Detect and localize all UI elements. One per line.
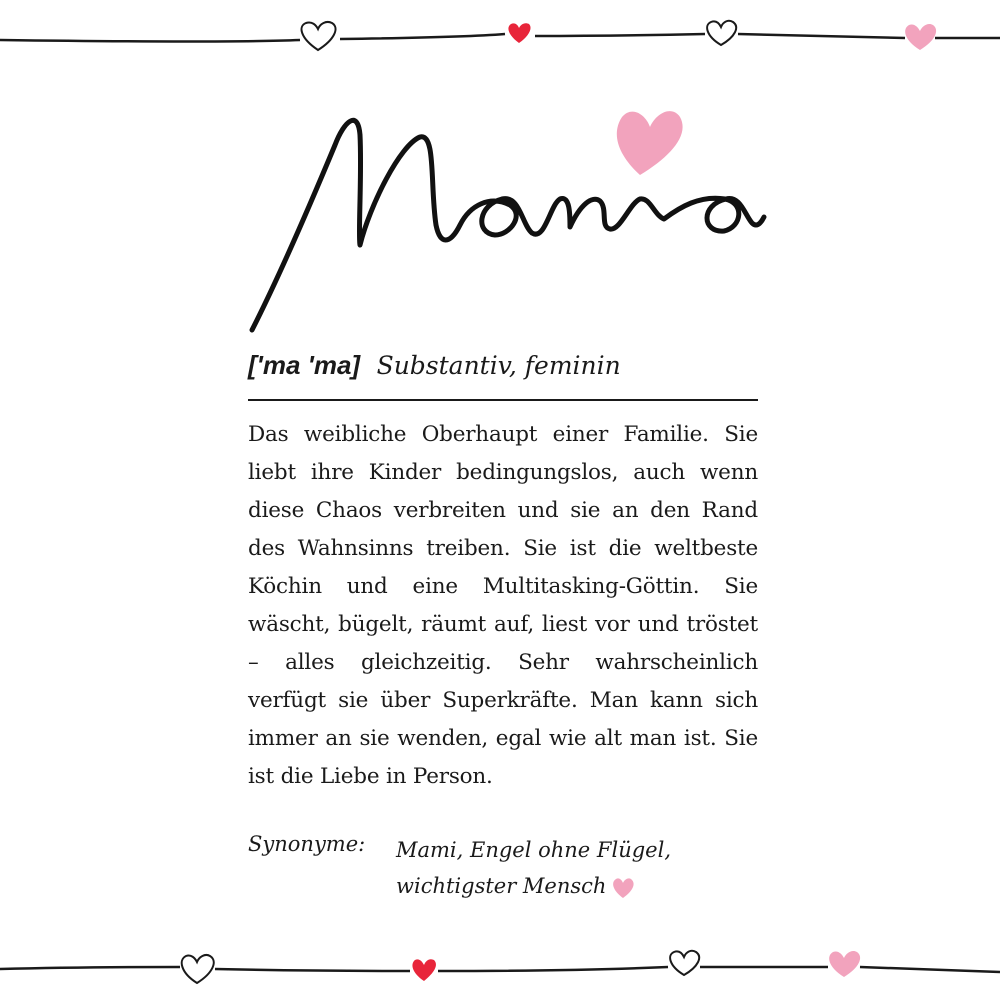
svg-text:Mama: Mama — [503, 335, 507, 336]
word-class: Substantiv, feminin — [376, 351, 621, 380]
pronunciation-row — [248, 350, 768, 384]
heart-pink-icon — [829, 951, 860, 977]
heart-outline-icon — [182, 955, 214, 983]
heart-pink-icon — [617, 111, 683, 175]
synonyms-line-2 — [396, 868, 756, 904]
synonyms-line-2-text: wichtigster Mensch — [396, 874, 607, 898]
heart-red-icon — [508, 23, 530, 43]
heart-outline-icon — [707, 21, 736, 45]
pronunciation: ['ma 'ma] — [248, 350, 361, 380]
heart-pink-icon — [905, 24, 936, 50]
synonyms-line-1: Mami, Engel ohne Flügel, — [396, 838, 671, 862]
synonyms-list — [396, 832, 756, 904]
heart-outline-icon — [302, 22, 336, 50]
page-title — [240, 95, 770, 345]
definition-text: Das weibliche Oberhaupt einer Familie. Sie liebt ihre Kinder bedingungslos, auch wenn diese Chaos verbreiten und sie an den Rand des Wahnsinns treiben. Sie ist die weltbeste Köchin und eine Multitasking-Göttin. Sie wäscht, bügelt, räumt auf, liest vor und tröstet – alles gleichzeitig. Sehr wahrscheinlich verfügt sie über Superkräfte. Man kann sich immer an sie wenden, egal wie alt man ist. Sie ist die Liebe in Person. — [248, 422, 758, 789]
bottom-heart-border — [0, 945, 1000, 985]
top-heart-border — [0, 12, 1000, 52]
heart-red-icon — [412, 959, 436, 981]
synonyms-label: Synonyme: — [248, 832, 366, 856]
divider — [248, 399, 758, 401]
heart-outline-icon — [670, 951, 699, 975]
heart-pink-icon — [610, 877, 636, 899]
